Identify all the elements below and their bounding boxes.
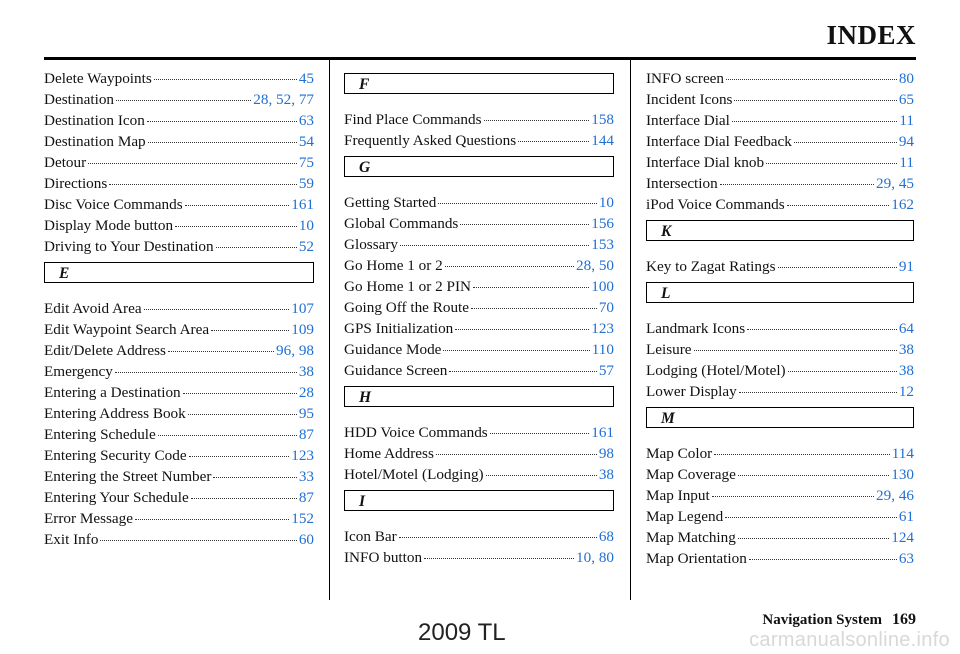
index-entry <box>44 173 314 194</box>
page-title: INDEX <box>826 20 916 50</box>
dot-leader <box>794 142 897 143</box>
index-entry <box>646 68 914 89</box>
dot-leader <box>154 79 297 80</box>
index-entry <box>44 403 314 424</box>
dot-leader <box>712 496 874 497</box>
index-term: Landmark Icons <box>646 320 746 337</box>
dot-leader <box>747 329 897 330</box>
dot-leader <box>732 121 897 122</box>
index-entry <box>646 506 914 527</box>
index-term: Map Input <box>646 487 710 504</box>
dot-leader <box>738 475 889 476</box>
section-letter-g: G <box>344 156 614 177</box>
index-term: Global Commands <box>344 215 459 232</box>
page-ref-link[interactable]: 98 <box>598 445 614 462</box>
index-term: Exit Info <box>44 531 99 548</box>
index-entry <box>44 215 314 236</box>
index-entry <box>44 68 314 89</box>
dot-leader <box>400 245 589 246</box>
page-ref-link[interactable]: 123 <box>591 320 614 337</box>
footer-section <box>762 611 916 629</box>
dot-leader <box>734 100 896 101</box>
index-term: Find Place Commands <box>344 111 482 128</box>
dot-leader <box>725 517 897 518</box>
index-column-3 <box>646 68 914 569</box>
dot-leader <box>766 163 897 164</box>
page-ref-link[interactable]: 61 <box>898 508 914 525</box>
page-ref-link[interactable]: 80 <box>898 70 914 87</box>
dot-leader <box>109 184 297 185</box>
page-ref-link[interactable]: 38 <box>298 363 314 380</box>
index-term: Guidance Mode <box>344 341 442 358</box>
section-letter-f: F <box>344 73 614 94</box>
index-term: Emergency <box>44 363 113 380</box>
dot-leader <box>213 477 296 478</box>
index-entry <box>344 255 614 276</box>
index-entry <box>646 381 914 402</box>
page-ref-link[interactable]: 161 <box>291 196 314 213</box>
dot-leader <box>738 538 889 539</box>
page-ref-link[interactable]: 10, 80 <box>576 549 614 566</box>
dot-leader <box>460 224 589 225</box>
index-entry <box>44 110 314 131</box>
page-ref-link[interactable]: 70 <box>598 299 614 316</box>
dot-leader <box>438 203 596 204</box>
index-term: Entering a Destination <box>44 384 181 401</box>
page-ref-link[interactable]: 57 <box>598 362 614 379</box>
dot-leader <box>726 79 897 80</box>
page-ref-link[interactable]: 65 <box>898 91 914 108</box>
index-term: Map Orientation <box>646 550 747 567</box>
page-number: 169 <box>892 611 916 628</box>
dot-leader <box>424 558 574 559</box>
page-ref-link[interactable]: 59 <box>298 175 314 192</box>
dot-leader <box>116 100 251 101</box>
index-term: Map Matching <box>646 529 736 546</box>
index-term: Edit Avoid Area <box>44 300 142 317</box>
index-term: Going Off the Route <box>344 299 470 316</box>
index-entry <box>344 276 614 297</box>
index-entry <box>344 526 614 547</box>
page-ref-link[interactable]: 63 <box>898 550 914 567</box>
index-entry <box>44 152 314 173</box>
index-term: Delete Waypoints <box>44 70 152 87</box>
page-ref-link[interactable]: 60 <box>298 531 314 548</box>
index-column-1 <box>44 68 314 550</box>
index-entry <box>344 464 614 485</box>
page-ref-link[interactable]: 75 <box>298 154 314 171</box>
index-entry <box>44 361 314 382</box>
index-entry <box>44 131 314 152</box>
index-term: Entering the Street Number <box>44 468 212 485</box>
index-entry <box>44 298 314 319</box>
index-entry <box>44 194 314 215</box>
index-column-2 <box>344 68 614 568</box>
section-letter-h: H <box>344 386 614 407</box>
index-term: Entering Your Schedule <box>44 489 189 506</box>
index-term: Edit/Delete Address <box>44 342 166 359</box>
page-ref-link[interactable]: 114 <box>891 445 914 462</box>
index-entry <box>344 422 614 443</box>
index-entry <box>344 339 614 360</box>
page-ref-link[interactable]: 96, 98 <box>276 342 314 359</box>
index-entry <box>646 527 914 548</box>
page-ref-link[interactable]: 28, 52, 77 <box>253 91 314 108</box>
index-entry <box>344 213 614 234</box>
page-ref-link[interactable]: 124 <box>891 529 914 546</box>
index-entry <box>44 340 314 361</box>
index-term: Edit Waypoint Search Area <box>44 321 210 338</box>
dot-leader <box>399 537 597 538</box>
index-term: Map Coverage <box>646 466 736 483</box>
index-term: Incident Icons <box>646 91 733 108</box>
dot-leader <box>144 309 290 310</box>
index-term: INFO screen <box>646 70 725 87</box>
dot-leader <box>445 266 574 267</box>
page-ref-link[interactable]: 33 <box>298 468 314 485</box>
index-entry <box>44 89 314 110</box>
dot-leader <box>778 267 897 268</box>
index-entry <box>344 109 614 130</box>
index-entry <box>344 130 614 151</box>
index-term: Entering Security Code <box>44 447 187 464</box>
dot-leader <box>443 350 589 351</box>
dot-leader <box>189 456 290 457</box>
page-ref-link[interactable]: 153 <box>591 236 614 253</box>
index-entry <box>646 339 914 360</box>
index-entry <box>646 318 914 339</box>
page-ref-link[interactable]: 10 <box>598 194 614 211</box>
dot-leader <box>518 141 589 142</box>
index-term: Intersection <box>646 175 718 192</box>
page-ref-link[interactable]: 109 <box>291 321 314 338</box>
index-term: Interface Dial Feedback <box>646 133 792 150</box>
index-entry <box>44 424 314 445</box>
section-letter-l: L <box>646 282 914 303</box>
index-entry <box>344 297 614 318</box>
index-entry <box>646 360 914 381</box>
dot-leader <box>694 350 897 351</box>
index-term: Display Mode button <box>44 217 174 234</box>
page-ref-link[interactable]: 144 <box>591 132 614 149</box>
index-entry <box>646 548 914 569</box>
index-term: Map Legend <box>646 508 724 525</box>
page-ref-link[interactable]: 28, 50 <box>576 257 614 274</box>
page-ref-link[interactable]: 162 <box>891 196 914 213</box>
dot-leader <box>115 372 297 373</box>
index-term: Interface Dial knob <box>646 154 765 171</box>
section-letter-m: M <box>646 407 914 428</box>
index-entry <box>44 236 314 257</box>
index-term: Hotel/Motel (Lodging) <box>344 466 484 483</box>
dot-leader <box>216 247 297 248</box>
index-entry <box>44 382 314 403</box>
page-ref-link[interactable]: 11 <box>899 112 914 129</box>
page-ref-link[interactable]: 38 <box>898 341 914 358</box>
index-term: Guidance Screen <box>344 362 448 379</box>
page-ref-link[interactable]: 38 <box>598 466 614 483</box>
index-term: Entering Address Book <box>44 405 186 422</box>
dot-leader <box>473 287 589 288</box>
index-entry <box>44 487 314 508</box>
index-term: Home Address <box>344 445 434 462</box>
index-term: Frequently Asked Questions <box>344 132 517 149</box>
index-term: Go Home 1 or 2 <box>344 257 443 274</box>
index-term: Leisure <box>646 341 692 358</box>
page-ref-link[interactable]: 123 <box>291 447 314 464</box>
page-ref-link[interactable]: 64 <box>898 320 914 337</box>
page-ref-link[interactable]: 52 <box>298 238 314 255</box>
page-ref-link[interactable]: 87 <box>298 426 314 443</box>
index-term: Icon Bar <box>344 528 397 545</box>
index-entry <box>44 529 314 550</box>
page-ref-link[interactable]: 161 <box>591 424 614 441</box>
index-entry <box>344 318 614 339</box>
section-letter-k: K <box>646 220 914 241</box>
index-entry <box>344 547 614 568</box>
index-term: Glossary <box>344 236 398 253</box>
index-entry <box>344 360 614 381</box>
page-ref-link[interactable]: 158 <box>591 111 614 128</box>
page-ref-link[interactable]: 45 <box>298 70 314 87</box>
index-term: Directions <box>44 175 108 192</box>
watermark: carmanualsonline.info <box>749 629 950 651</box>
index-term: Entering Schedule <box>44 426 156 443</box>
dot-leader <box>490 433 590 434</box>
index-entry <box>646 131 914 152</box>
index-entry <box>646 464 914 485</box>
dot-leader <box>787 205 890 206</box>
dot-leader <box>188 414 297 415</box>
page-ref-link[interactable]: 29, 46 <box>876 487 914 504</box>
dot-leader <box>158 435 297 436</box>
index-term: INFO button <box>344 549 423 566</box>
page-ref-link[interactable]: 10 <box>298 217 314 234</box>
index-term: HDD Voice Commands <box>344 424 488 441</box>
page-ref-link[interactable]: 130 <box>891 466 914 483</box>
dot-leader <box>148 142 297 143</box>
index-term: Lodging (Hotel/Motel) <box>646 362 786 379</box>
index-entry <box>646 110 914 131</box>
page-ref-link[interactable]: 28 <box>298 384 314 401</box>
index-entry <box>646 152 914 173</box>
dot-leader <box>455 329 589 330</box>
index-term: Detour <box>44 154 87 171</box>
index-term: GPS Initialization <box>344 320 454 337</box>
index-entry <box>646 443 914 464</box>
footer-model: 2009 TL <box>418 619 506 646</box>
page-ref-link[interactable]: 107 <box>291 300 314 317</box>
dot-leader <box>749 559 897 560</box>
index-entry <box>344 234 614 255</box>
page-ref-link[interactable]: 95 <box>298 405 314 422</box>
index-entry <box>646 194 914 215</box>
dot-leader <box>185 205 290 206</box>
dot-leader <box>486 475 597 476</box>
index-entry <box>646 256 914 277</box>
index-term: Destination <box>44 91 115 108</box>
page-ref-link[interactable]: 68 <box>598 528 614 545</box>
index-term: Key to Zagat Ratings <box>646 258 776 275</box>
title-rule <box>44 57 916 60</box>
dot-leader <box>449 371 597 372</box>
page-ref-link[interactable]: 12 <box>898 383 914 400</box>
index-entry <box>44 445 314 466</box>
index-entry <box>44 508 314 529</box>
section-letter-i: I <box>344 490 614 511</box>
index-entry <box>646 173 914 194</box>
index-term: Go Home 1 or 2 PIN <box>344 278 471 295</box>
index-entry <box>646 485 914 506</box>
page-ref-link[interactable]: 156 <box>591 215 614 232</box>
index-term: Destination Icon <box>44 112 145 129</box>
dot-leader <box>168 351 274 352</box>
dot-leader <box>436 454 597 455</box>
index-term: Interface Dial <box>646 112 730 129</box>
index-term: iPod Voice Commands <box>646 196 785 213</box>
dot-leader <box>88 163 297 164</box>
index-entry <box>344 443 614 464</box>
dot-leader <box>788 371 897 372</box>
page-ref-link[interactable]: 54 <box>298 133 314 150</box>
page-ref-link[interactable]: 38 <box>898 362 914 379</box>
page-ref-link[interactable]: 63 <box>298 112 314 129</box>
page-ref-link[interactable]: 100 <box>591 278 614 295</box>
index-term: Map Color <box>646 445 713 462</box>
dot-leader <box>484 120 590 121</box>
page-ref-link[interactable]: 110 <box>591 341 614 358</box>
column-divider <box>630 60 631 600</box>
page-ref-link[interactable]: 87 <box>298 489 314 506</box>
index-entry <box>344 192 614 213</box>
dot-leader <box>211 330 289 331</box>
index-entry <box>44 319 314 340</box>
index-entry <box>44 466 314 487</box>
dot-leader <box>183 393 297 394</box>
page-ref-link[interactable]: 152 <box>291 510 314 527</box>
dot-leader <box>720 184 874 185</box>
dot-leader <box>175 226 297 227</box>
dot-leader <box>100 540 296 541</box>
dot-leader <box>135 519 289 520</box>
section-letter-e: E <box>44 262 314 283</box>
dot-leader <box>147 121 297 122</box>
dot-leader <box>471 308 597 309</box>
page-ref-link[interactable]: 11 <box>899 154 914 171</box>
index-term: Disc Voice Commands <box>44 196 183 213</box>
page-ref-link[interactable]: 91 <box>898 258 914 275</box>
dot-leader <box>191 498 297 499</box>
index-entry <box>646 89 914 110</box>
dot-leader <box>714 454 890 455</box>
index-term: Driving to Your Destination <box>44 238 214 255</box>
page-ref-link[interactable]: 29, 45 <box>876 175 914 192</box>
column-divider <box>329 60 330 600</box>
dot-leader <box>739 392 897 393</box>
index-term: Error Message <box>44 510 133 527</box>
footer-section-title: Navigation System <box>762 612 882 628</box>
index-term: Getting Started <box>344 194 437 211</box>
page-ref-link[interactable]: 94 <box>898 133 914 150</box>
index-term: Lower Display <box>646 383 737 400</box>
index-term: Destination Map <box>44 133 146 150</box>
